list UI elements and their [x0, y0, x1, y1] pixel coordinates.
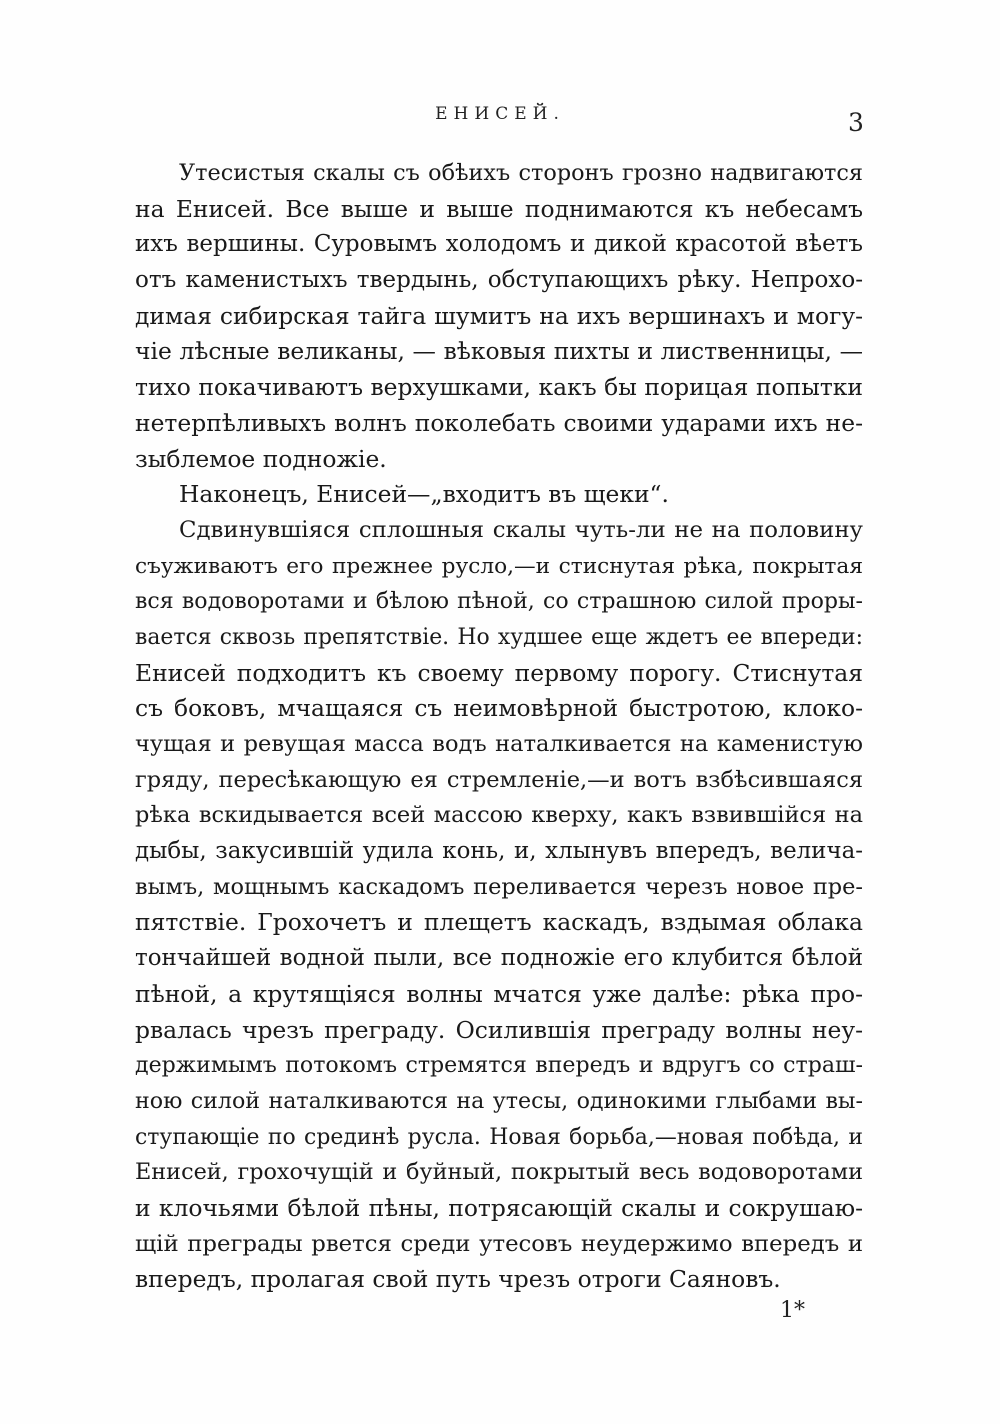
text-line: чіе лѣсные великаны, — вѣковыя пихты и лиственницы, —	[135, 337, 863, 366]
text-line: Енисей, грохочущій и буйный, покрытый весь водоворотами	[135, 1159, 863, 1186]
text-line: Утесистыя скалы съ обѣихъ сторонъ грозно надвигаются	[179, 160, 863, 186]
page-number: 3	[848, 108, 864, 137]
text-line: Сдвинувшіяся сплошныя скалы чуть-ли не на половину	[179, 516, 863, 543]
text-line: на Енисей. Все выше и выше поднимаются къ небесамъ	[135, 194, 863, 223]
text-line: димая сибирская тайга шумитъ на ихъ вершинахъ и могу-	[135, 301, 863, 330]
text-line: рѣка вскидывается всей массою кверху, какъ взвившійся на	[135, 802, 863, 829]
text-line: держимымъ потокомъ стремятся впередъ и вдругъ со страш-	[135, 1052, 863, 1079]
text-line: и клочьями бѣлой пѣны, потрясающій скалы и сокрушаю-	[135, 1193, 863, 1222]
text-line: съуживаютъ его прежнее русло,—и стиснутая рѣка, покрытая	[135, 553, 863, 579]
text-line: впередъ, пролагая свой путь чрезъ отроги Саяновъ.	[135, 1265, 781, 1294]
text-line: тончайшей водной пыли, все подножіе его клубится бѣлой	[135, 945, 863, 972]
text-line: съ боковъ, мчащаяся съ неимовѣрной быстротою, клоко-	[135, 694, 863, 723]
text-line: вся водоворотами и бѣлою пѣной, со страшною силой проры-	[135, 589, 863, 615]
text-line: щій преграды рвется среди утесовъ неудержимо впередъ и	[135, 1230, 863, 1257]
text-line: отъ каменистыхъ твердынь, обступающихъ рѣку. Непрохо-	[135, 267, 863, 294]
text-line: вымъ, мощнымъ каскадомъ переливается черезъ новое пре-	[135, 873, 863, 900]
text-line: Наконецъ, Енисей—„входитъ въ щеки“.	[179, 480, 669, 509]
text-line: ихъ вершины. Суровымъ холодомъ и дикой красотой вѣетъ	[135, 231, 863, 258]
text-line: нетерпѣливыхъ волнъ поколебать своими ударами ихъ не-	[135, 408, 863, 437]
body-text	[135, 156, 863, 1298]
text-line: ступающіе по срединѣ русла. Новая борьба,—новая побѣда, и	[135, 1124, 863, 1150]
text-line: зыблемое подножіе.	[135, 444, 387, 473]
text-line: рвалась чрезъ преграду. Осилившія преграду волны неу-	[135, 1015, 863, 1044]
signature-mark: 1*	[780, 1298, 805, 1323]
text-line: ною силой наталкиваются на утесы, одинокими глыбами вы-	[135, 1087, 863, 1114]
text-line: чущая и ревущая масса водъ наталкивается на каменистую	[135, 731, 863, 757]
text-line: тихо покачиваютъ верхушками, какъ бы порицая попытки	[135, 373, 863, 402]
running-title: ЕНИСЕЙ.	[435, 104, 565, 124]
text-line: пятствіе. Грохочетъ и плещетъ каскадъ, вздымая облака	[135, 908, 863, 937]
text-line: вается сквозь препятствіе. Но худшее еще ждетъ ее впереди:	[135, 624, 863, 650]
text-line: Енисей подходитъ къ своему первому порогу. Стиснутая	[135, 658, 863, 687]
text-line: пѣной, а крутящіяся волны мчатся уже далѣе: рѣка про-	[135, 979, 863, 1008]
text-line: гряду, пересѣкающую ея стремленіе,—и вотъ взбѣсившаяся	[135, 766, 863, 793]
text-line: дыбы, закусившій удила конь, и, хлынувъ впередъ, величa-	[135, 838, 863, 865]
